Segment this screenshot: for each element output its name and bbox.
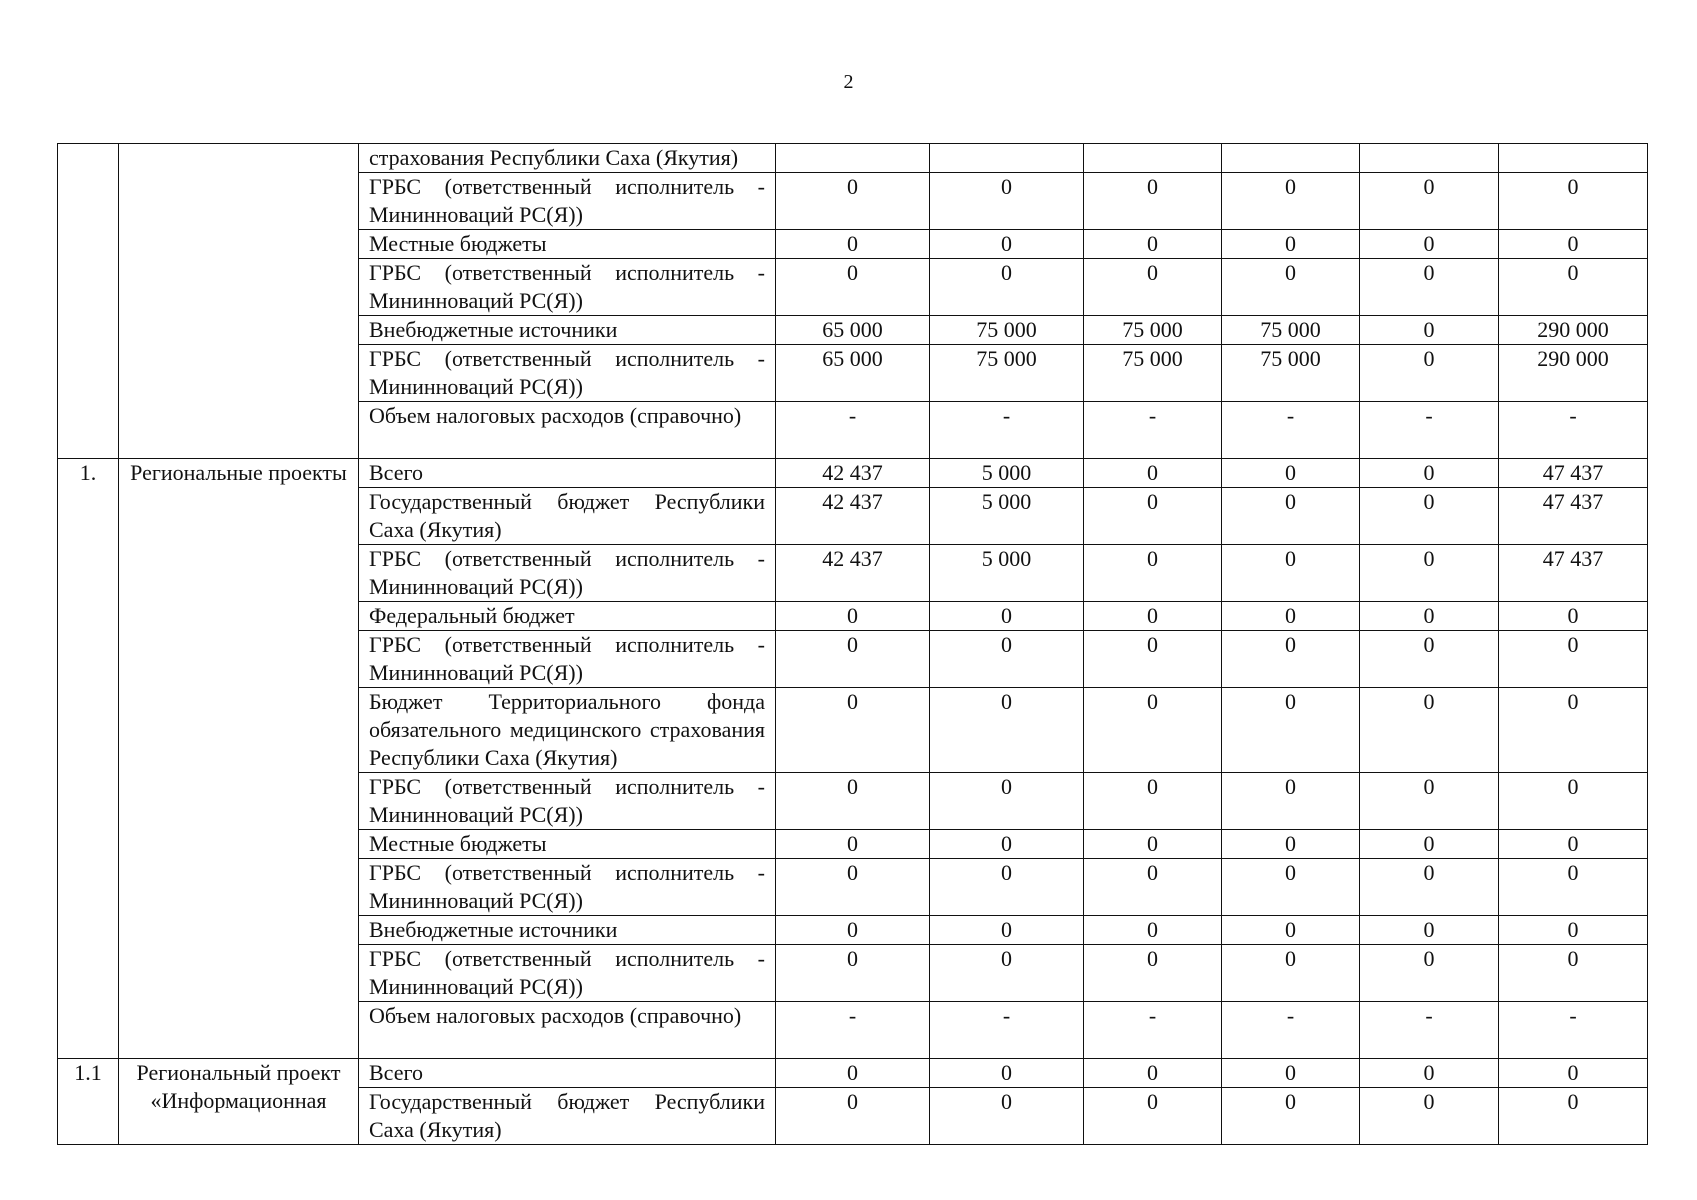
source-cell: ГРБС (ответственный исполнитель - Мининноваций РС(Я)): [359, 631, 776, 688]
value-cell: 0: [776, 916, 930, 945]
value-cell: 0: [776, 830, 930, 859]
value-cell: 0: [1499, 916, 1648, 945]
value-cell: [1084, 144, 1222, 173]
value-cell: 0: [1084, 602, 1222, 631]
row-name-cell: Региональные проекты: [119, 459, 359, 1059]
value-cell: 75 000: [1222, 345, 1360, 402]
value-cell: 0: [1499, 1088, 1648, 1145]
value-cell: 0: [1360, 631, 1499, 688]
value-cell: 0: [776, 945, 930, 1002]
value-cell: 75 000: [1084, 345, 1222, 402]
value-cell: 0: [776, 631, 930, 688]
row-name-cell: [119, 144, 359, 459]
source-cell: Объем налоговых расходов (справочно): [359, 402, 776, 459]
value-cell: 0: [1084, 859, 1222, 916]
row-number-cell: 1.1: [58, 1059, 119, 1145]
value-cell: 47 437: [1499, 488, 1648, 545]
value-cell: 0: [1360, 859, 1499, 916]
source-cell: Всего: [359, 1059, 776, 1088]
value-cell: 0: [1499, 230, 1648, 259]
source-cell: Внебюджетные источники: [359, 316, 776, 345]
value-cell: 0: [776, 859, 930, 916]
value-cell: 0: [1084, 545, 1222, 602]
value-cell: 42 437: [776, 488, 930, 545]
value-cell: 0: [1499, 945, 1648, 1002]
value-cell: -: [1084, 402, 1222, 459]
value-cell: 0: [1360, 1088, 1499, 1145]
value-cell: 75 000: [1084, 316, 1222, 345]
value-cell: -: [1222, 402, 1360, 459]
value-cell: 0: [776, 773, 930, 830]
value-cell: 0: [1360, 173, 1499, 230]
value-cell: 0: [1084, 459, 1222, 488]
value-cell: 0: [1360, 773, 1499, 830]
value-cell: 0: [1084, 173, 1222, 230]
row-name-cell: Региональный проект «Информационная: [119, 1059, 359, 1145]
row-number-cell: [58, 144, 119, 459]
value-cell: 5 000: [930, 545, 1084, 602]
value-cell: 0: [1222, 916, 1360, 945]
value-cell: 0: [930, 1059, 1084, 1088]
source-cell: Местные бюджеты: [359, 230, 776, 259]
value-cell: -: [776, 1002, 930, 1059]
value-cell: 5 000: [930, 459, 1084, 488]
value-cell: -: [1360, 1002, 1499, 1059]
value-cell: 0: [776, 259, 930, 316]
value-cell: 0: [1084, 945, 1222, 1002]
value-cell: 0: [1222, 1088, 1360, 1145]
value-cell: 0: [930, 230, 1084, 259]
value-cell: 0: [930, 859, 1084, 916]
value-cell: 0: [776, 173, 930, 230]
value-cell: 0: [776, 1088, 930, 1145]
value-cell: 0: [1499, 1059, 1648, 1088]
value-cell: 0: [1360, 345, 1499, 402]
value-cell: 75 000: [1222, 316, 1360, 345]
source-cell: Федеральный бюджет: [359, 602, 776, 631]
value-cell: 0: [1222, 602, 1360, 631]
value-cell: -: [1499, 402, 1648, 459]
value-cell: 0: [1360, 688, 1499, 773]
source-cell: ГРБС (ответственный исполнитель - Мининноваций РС(Я)): [359, 945, 776, 1002]
table-row: [58, 144, 1648, 173]
source-cell: ГРБС (ответственный исполнитель - Мининноваций РС(Я)): [359, 773, 776, 830]
value-cell: 0: [776, 230, 930, 259]
value-cell: -: [930, 402, 1084, 459]
value-cell: 0: [1222, 859, 1360, 916]
source-cell: Местные бюджеты: [359, 830, 776, 859]
value-cell: 0: [930, 916, 1084, 945]
value-cell: 0: [930, 688, 1084, 773]
source-cell: Всего: [359, 459, 776, 488]
value-cell: 0: [1222, 830, 1360, 859]
source-cell: ГРБС (ответственный исполнитель - Мининноваций РС(Я)): [359, 345, 776, 402]
value-cell: 0: [776, 688, 930, 773]
value-cell: [1499, 144, 1648, 173]
value-cell: 0: [1360, 459, 1499, 488]
value-cell: [1360, 144, 1499, 173]
source-cell: ГРБС (ответственный исполнитель - Мининноваций РС(Я)): [359, 545, 776, 602]
value-cell: 0: [1360, 316, 1499, 345]
source-cell: ГРБС (ответственный исполнитель - Мининноваций РС(Я)): [359, 173, 776, 230]
value-cell: 0: [930, 945, 1084, 1002]
value-cell: 65 000: [776, 345, 930, 402]
value-cell: 0: [930, 602, 1084, 631]
source-cell: страхования Республики Саха (Якутия): [359, 144, 776, 173]
value-cell: 42 437: [776, 459, 930, 488]
source-cell: ГРБС (ответственный исполнитель - Мининноваций РС(Я)): [359, 859, 776, 916]
source-cell: Внебюджетные источники: [359, 916, 776, 945]
value-cell: 0: [1222, 459, 1360, 488]
value-cell: [776, 144, 930, 173]
value-cell: 0: [1360, 602, 1499, 631]
budget-table: [57, 143, 1648, 1145]
page-number: 2: [843, 71, 854, 93]
value-cell: 0: [1084, 688, 1222, 773]
value-cell: 0: [1222, 230, 1360, 259]
value-cell: 0: [1222, 688, 1360, 773]
value-cell: 0: [930, 830, 1084, 859]
value-cell: [930, 144, 1084, 173]
value-cell: 0: [930, 631, 1084, 688]
value-cell: 75 000: [930, 316, 1084, 345]
value-cell: 0: [1222, 545, 1360, 602]
value-cell: 290 000: [1499, 345, 1648, 402]
value-cell: -: [1360, 402, 1499, 459]
value-cell: 0: [1222, 259, 1360, 316]
value-cell: 0: [1499, 602, 1648, 631]
value-cell: 0: [1084, 631, 1222, 688]
value-cell: 0: [1222, 945, 1360, 1002]
table-row: [58, 459, 1648, 488]
value-cell: 0: [1084, 488, 1222, 545]
value-cell: 0: [930, 173, 1084, 230]
value-cell: 0: [1084, 1088, 1222, 1145]
value-cell: 0: [1222, 773, 1360, 830]
value-cell: -: [1084, 1002, 1222, 1059]
value-cell: 0: [1360, 230, 1499, 259]
value-cell: 47 437: [1499, 459, 1648, 488]
value-cell: 290 000: [1499, 316, 1648, 345]
value-cell: 0: [1084, 230, 1222, 259]
value-cell: 0: [1084, 830, 1222, 859]
value-cell: -: [1499, 1002, 1648, 1059]
value-cell: 0: [1499, 773, 1648, 830]
value-cell: 42 437: [776, 545, 930, 602]
row-number-cell: 1.: [58, 459, 119, 1059]
value-cell: -: [1222, 1002, 1360, 1059]
value-cell: 0: [1499, 830, 1648, 859]
value-cell: 0: [1499, 631, 1648, 688]
value-cell: 0: [1084, 259, 1222, 316]
source-cell: Государственный бюджет Республики Саха (Якутия): [359, 488, 776, 545]
value-cell: 0: [1084, 916, 1222, 945]
value-cell: 5 000: [930, 488, 1084, 545]
value-cell: 0: [930, 773, 1084, 830]
table-row: [58, 1059, 1648, 1088]
value-cell: 75 000: [930, 345, 1084, 402]
value-cell: 0: [1360, 945, 1499, 1002]
value-cell: 0: [1084, 1059, 1222, 1088]
value-cell: [1222, 144, 1360, 173]
value-cell: 0: [776, 602, 930, 631]
value-cell: 0: [1222, 631, 1360, 688]
value-cell: 0: [1222, 1059, 1360, 1088]
value-cell: 0: [1360, 488, 1499, 545]
source-cell: Бюджет Территориального фонда обязательного медицинского страхования Республики Саха (Якутия): [359, 688, 776, 773]
value-cell: 0: [1360, 830, 1499, 859]
value-cell: 0: [1222, 173, 1360, 230]
value-cell: 0: [1360, 545, 1499, 602]
value-cell: 47 437: [1499, 545, 1648, 602]
value-cell: 0: [1222, 488, 1360, 545]
value-cell: 0: [1499, 688, 1648, 773]
value-cell: 0: [930, 259, 1084, 316]
value-cell: 0: [1084, 773, 1222, 830]
value-cell: 0: [1499, 859, 1648, 916]
value-cell: 0: [1499, 173, 1648, 230]
value-cell: 0: [1360, 1059, 1499, 1088]
source-cell: Объем налоговых расходов (справочно): [359, 1002, 776, 1059]
source-cell: Государственный бюджет Республики Саха (Якутия): [359, 1088, 776, 1145]
value-cell: 0: [1360, 259, 1499, 316]
value-cell: 0: [930, 1088, 1084, 1145]
source-cell: ГРБС (ответственный исполнитель - Мининноваций РС(Я)): [359, 259, 776, 316]
value-cell: 0: [1499, 259, 1648, 316]
value-cell: 0: [1360, 916, 1499, 945]
value-cell: -: [776, 402, 930, 459]
value-cell: 0: [776, 1059, 930, 1088]
value-cell: 65 000: [776, 316, 930, 345]
value-cell: -: [930, 1002, 1084, 1059]
